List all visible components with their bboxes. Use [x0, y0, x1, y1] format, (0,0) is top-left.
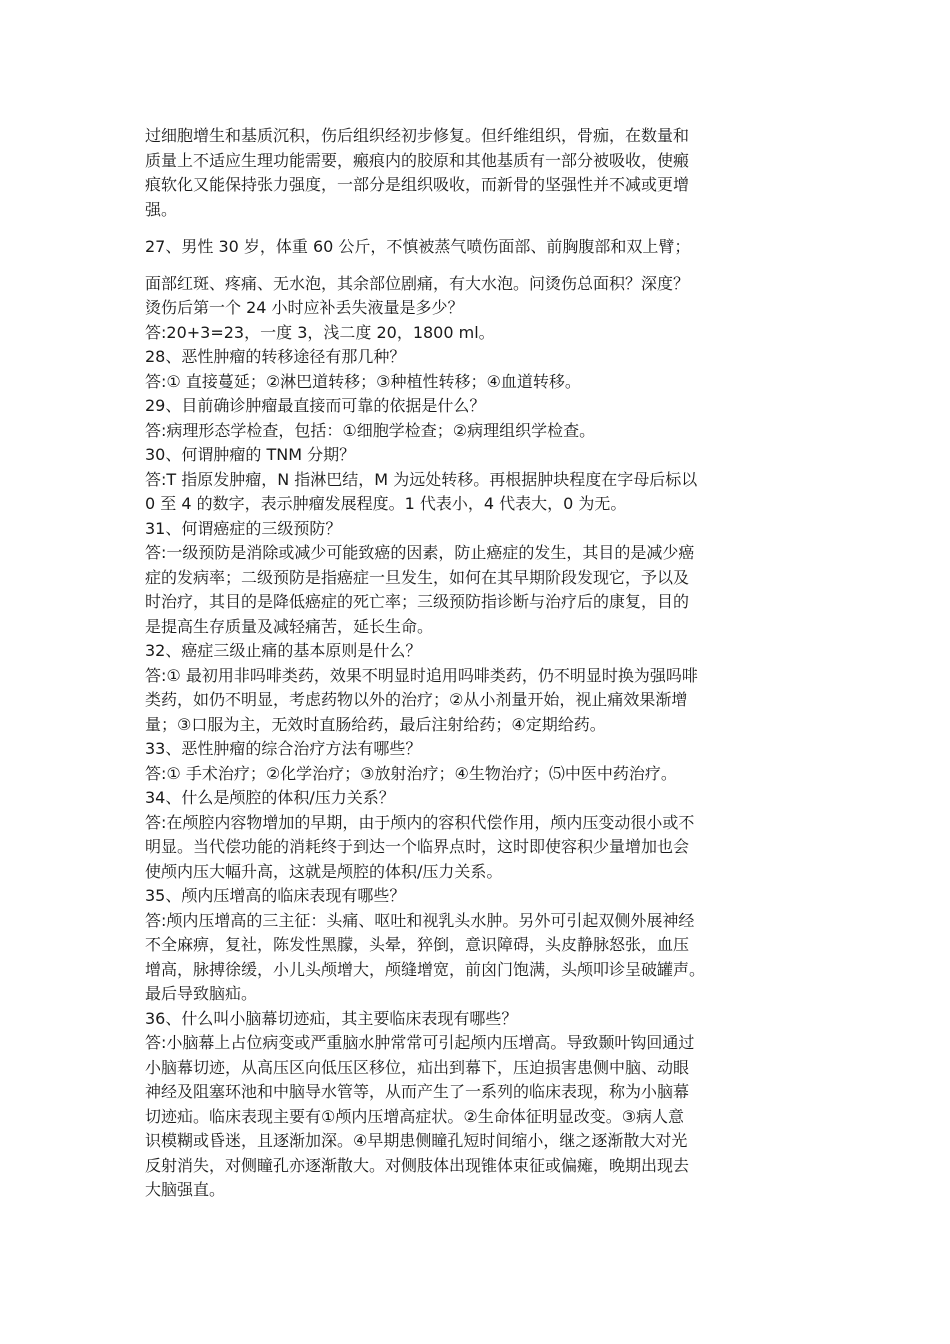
text-line: 烫伤后第一个 24 小时应补丢失液量是多少？ [145, 298, 464, 317]
answer-32: 答:① 最初用非吗啡类药，效果不明显时追用吗啡类药，仍不明显时换为强吗啡 [145, 665, 698, 685]
text-line: 切迹疝。临床表现主要有①颅内压增高症状。②生命体征明显改变。③病人意 [145, 1106, 685, 1126]
text-line: 神经及阻塞环池和中脑导水管等，从而产生了一系列的临床表现，称为小脑幕 [145, 1082, 690, 1101]
answer-30: 答:T 指原发肿瘤，N 指淋巴结，M 为远处转移。再根据肿块程度在字母后标以 [145, 469, 698, 489]
question-30: 30、何谓肿瘤的 TNM 分期？ [145, 445, 356, 464]
question-34: 34、什么是颅腔的体积/压力关系？ [145, 788, 395, 807]
text-line: 明显。当代偿功能的消耗终于到达一个临界点时，这时即使容积少量增加也会 [145, 837, 690, 856]
text-line: 量；③口服为主，无效时直肠给药，最后注射给药；④定期给药。 [145, 714, 606, 734]
answer-27: 答:20+3=23，一度 3，浅二度 20，1800 ml。 [145, 322, 495, 342]
answer-29: 答:病理形态学检查，包括：①细胞学检查；②病理组织学检查。 [145, 420, 596, 440]
answer-28: 答:① 直接蔓延；②淋巴道转移；③种植性转移；④血道转移。 [145, 371, 581, 391]
question-28: 28、恶性肿瘤的转移途径有那几种？ [145, 347, 406, 366]
text-line: 大脑强直。 [145, 1180, 226, 1199]
question-31: 31、何谓癌症的三级预防？ [145, 518, 342, 538]
question-33: 33、恶性肿瘤的综合治疗方法有哪些？ [145, 739, 422, 758]
question-35: 35、颅内压增高的临床表现有哪些？ [145, 886, 406, 905]
answer-36: 答:小脑幕上占位病变或严重脑水肿常常可引起颅内压增高。导致颞叶钩回通过 [145, 1033, 695, 1052]
text-line: 痕软化又能保持张力强度，一部分是组织吸收，而新骨的坚强性并不减或更增 [145, 175, 690, 194]
answer-31: 答:一级预防是消除或减少可能致癌的因素，防止癌症的发生，其目的是减少癌 [145, 543, 695, 562]
text-line: 识模糊或昏迷，且逐渐加深。④早期患侧瞳孔短时间缩小，继之逐渐散大对光 [145, 1131, 688, 1150]
text-line: 0 至 4 的数字，表示肿瘤发展程度。1 代表小，4 代表大，0 为无。 [145, 494, 627, 513]
text-line: 最后导致脑疝。 [145, 984, 258, 1003]
question-32: 32、癌症三级止痛的基本原则是什么？ [145, 641, 422, 660]
text-line: 症的发病率；二级预防是指癌症一旦发生，如何在其早期阶段发现它，予以及 [145, 567, 690, 587]
text-line: 强。 [145, 199, 178, 219]
text-line: 是提高生存质量及减轻痛苦，延长生命。 [145, 616, 434, 636]
text-line: 质量上不适应生理功能需要，瘢痕内的胶原和其他基质有一部分被吸收，使瘢 [145, 150, 690, 170]
text-line: 使颅内压大幅升高，这就是颅腔的体积/压力关系。 [145, 861, 503, 881]
answer-33: 答:① 手术治疗；②化学治疗；③放射治疗；④生物治疗；⑸中医中药治疗。 [145, 763, 677, 783]
answer-34: 答:在颅腔内容物增加的早期，由于颅内的容积代偿作用，颅内压变动很小或不 [145, 812, 695, 832]
text-line: 过细胞增生和基质沉积，伤后组织经初步修复。但纤维组织，骨痂，在数量和 [145, 126, 690, 145]
text-line: 类药，如仍不明显，考虑药物以外的治疗；②从小剂量开始，视止痛效果渐增 [145, 690, 688, 709]
question-36: 36、什么叫小脑幕切迹疝，其主要临床表现有哪些？ [145, 1008, 518, 1028]
text-line: 增高，脉搏徐缓，小儿头颅增大，颅缝增宽，前囟门饱满，头颅叩诊呈破罐声。 [145, 959, 706, 979]
text-line: 小脑幕切迹，从高压区向低压区移位，疝出到幕下，压迫损害患侧中脑、动眼 [145, 1057, 690, 1077]
question-29: 29、目前确诊肿瘤最直接而可靠的依据是什么？ [145, 396, 486, 415]
document-body [145, 124, 810, 1203]
text-line: 反射消失，对侧瞳孔亦逐渐散大。对侧肢体出现锥体束征或偏瘫，晚期出现去 [145, 1155, 690, 1175]
answer-35: 答:颅内压增高的三主征：头痛、呕吐和视乳头水肿。另外可引起双侧外展神经 [145, 910, 695, 930]
text-line: 面部红斑、疼痛、无水泡，其余部位剧痛，有大水泡。问烫伤总面积？深度？ [145, 273, 690, 293]
text-line: 时治疗，其目的是降低癌症的死亡率；三级预防指诊断与治疗后的康复，目的 [145, 592, 690, 611]
question-27: 27、男性 30 岁，体重 60 公斤，不慎被蒸气喷伤面部、前胸腹部和双上臂； [145, 237, 691, 256]
text-line: 不全麻痹，复社，陈发性黑朦，头晕，猝倒，意识障碍，头皮静脉怒张，血压 [145, 935, 690, 954]
